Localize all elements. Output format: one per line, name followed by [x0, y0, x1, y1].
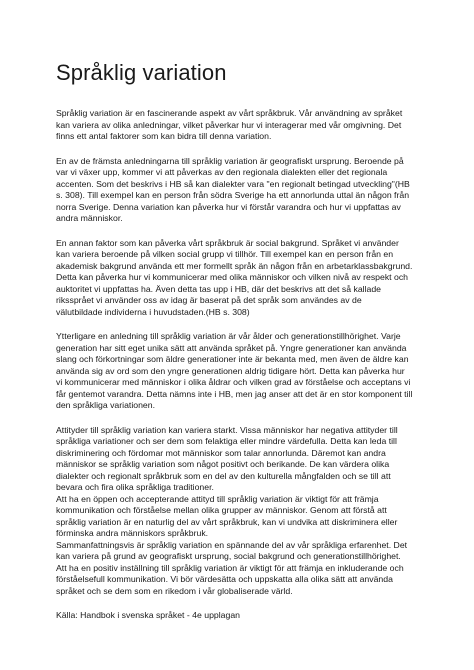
paragraph-1: [56, 108, 418, 143]
text-line: vi kommunicerar med människor i olika åldrar och vilken grad av förståelse och acceptans vi: [56, 377, 411, 387]
text-line: Attityder till språklig variation kan variera starkt. Vissa människor har negativa attityder till: [56, 424, 398, 435]
text-line: Sammanfattningsvis är språklig variation en spännande del av vår språkliga erfarenhet. Det: [56, 539, 408, 550]
text-line: dialekter och regionalt språkbruk som en del av den kulturella mångfalden och se till att: [56, 470, 391, 481]
paragraph-4: [56, 331, 418, 412]
source-citation: Källa: Handbok i svenska språket - 4e upplagan: [56, 610, 240, 620]
text-line: accenten. Som det beskrivs i HB så kan dialekter vara "en regionalt betingad utveckling"(HB: [56, 178, 410, 189]
text-line: kan variera på grund av geografiskt ursprung, social bakgrund och generationstillhörighet.: [56, 551, 401, 561]
text-line: s. 308). Till exempel kan en person från södra Sverige ha ett annorlunda uttal än någon från: [56, 190, 410, 200]
text-line: En av de främsta anledningarna till språklig variation är geografiskt ursprung. Beroende på: [56, 155, 404, 166]
text-line: bevara och fira olika språkliga traditioner.: [56, 482, 214, 492]
paragraph-3: [56, 238, 418, 319]
text-line: akademisk bakgrund använda ett mer formellt språk än någon från en arbetarklassbakgrund.: [56, 260, 413, 271]
text-line: auktoritet vi uppfattas ha. Även detta tas upp i HB, där det beskrivs att det så kallade: [56, 283, 382, 294]
paragraph-5: [56, 425, 418, 598]
text-line: den språkliga variationen.: [56, 400, 156, 410]
text-line: andra människor.: [56, 213, 123, 223]
paragraph-2: [56, 156, 418, 225]
text-line: kan variera av olika anledningar, vilket påverkar hur vi interagerar med vår omgivning. Det: [56, 119, 402, 130]
text-line: förminska andra människors språkbruk.: [56, 528, 209, 538]
text-line: var vi växer upp, kommer vi att påverkas av den regionala dialekten eller det regionala: [56, 167, 388, 177]
text-line: Detta kan påverka hur vi kommunicerar med olika människor och vilken nivå av respekt och: [56, 272, 409, 282]
text-line: använda sig av ord som den yngre generationen aldrig tidigare hört. Detta kan påverka hur: [56, 365, 405, 376]
text-line: generation har sitt eget unika sätt att använda språket på. Yngre generationer kan använda: [56, 342, 407, 353]
text-line: Språklig variation är en fascinerande aspekt av vårt språkbruk. Vår användning av språket: [56, 108, 403, 118]
text-line: får gentemot varandra. Detta nämns inte i HB, men jag anser att det är en stor komponent till: [56, 388, 413, 399]
text-line: Att ha en öppen och accepterande attityd till språklig variation är viktigt för att främja: [56, 493, 379, 504]
text-line: språklig variation är en naturlig del av vårt språkbruk, kan vi undvika att diskriminera eller: [56, 516, 398, 527]
text-line: finns ett antal faktorer som kan bidra till denna variation.: [56, 131, 272, 141]
text-line: välutbildade individerna i huvudstaden.(HB s. 308): [56, 306, 250, 317]
text-line: diskriminering och fördomar mot människor som talar annorlunda. Däremot kan andra: [56, 447, 386, 458]
text-line: kan variera beroende på vilken social grupp vi tillhör. Till exempel kan en person från en: [56, 249, 394, 259]
text-line: En annan faktor som kan påverka vårt språkbruk är social bakgrund. Språket vi använder: [56, 237, 399, 248]
text-line: Att ha en positiv inställning till språklig variation är viktigt för att främja en inkluderande och: [56, 562, 404, 573]
text-line: människor se språklig variation som något positivt och berikande. De kan värdera olika: [56, 459, 390, 469]
document-title: Språklig variation: [56, 60, 227, 85]
text-line: norra Sverige. Denna variation kan påverka hur vi förstår varandra och hur vi uppfattas av: [56, 201, 401, 212]
text-line: förståelsefull kommunikation. Vi bör värdesätta och uppskatta alla olika sätt att använda: [56, 574, 393, 584]
text-line: språkliga variationer och ser dem som felaktiga eller mindre värdefulla. Detta kan leda till: [56, 436, 397, 446]
text-line: slang och förkortningar som äldre generationer inte är bekanta med, men även de äldre kan: [56, 354, 409, 364]
text-line: kommunikation och förståelse mellan olika grupper av människor. Genom att förstå att: [56, 505, 387, 515]
text-line: språket och se dem som en rikedom i vår globaliserade värld.: [56, 585, 293, 596]
text-line: Ytterligare en anledning till språklig variation är vår ålder och generationstillhörighet. Varje: [56, 331, 401, 341]
text-line: rikssprået vi använder oss av idag är baserat på det språk som användes av de: [56, 295, 362, 305]
